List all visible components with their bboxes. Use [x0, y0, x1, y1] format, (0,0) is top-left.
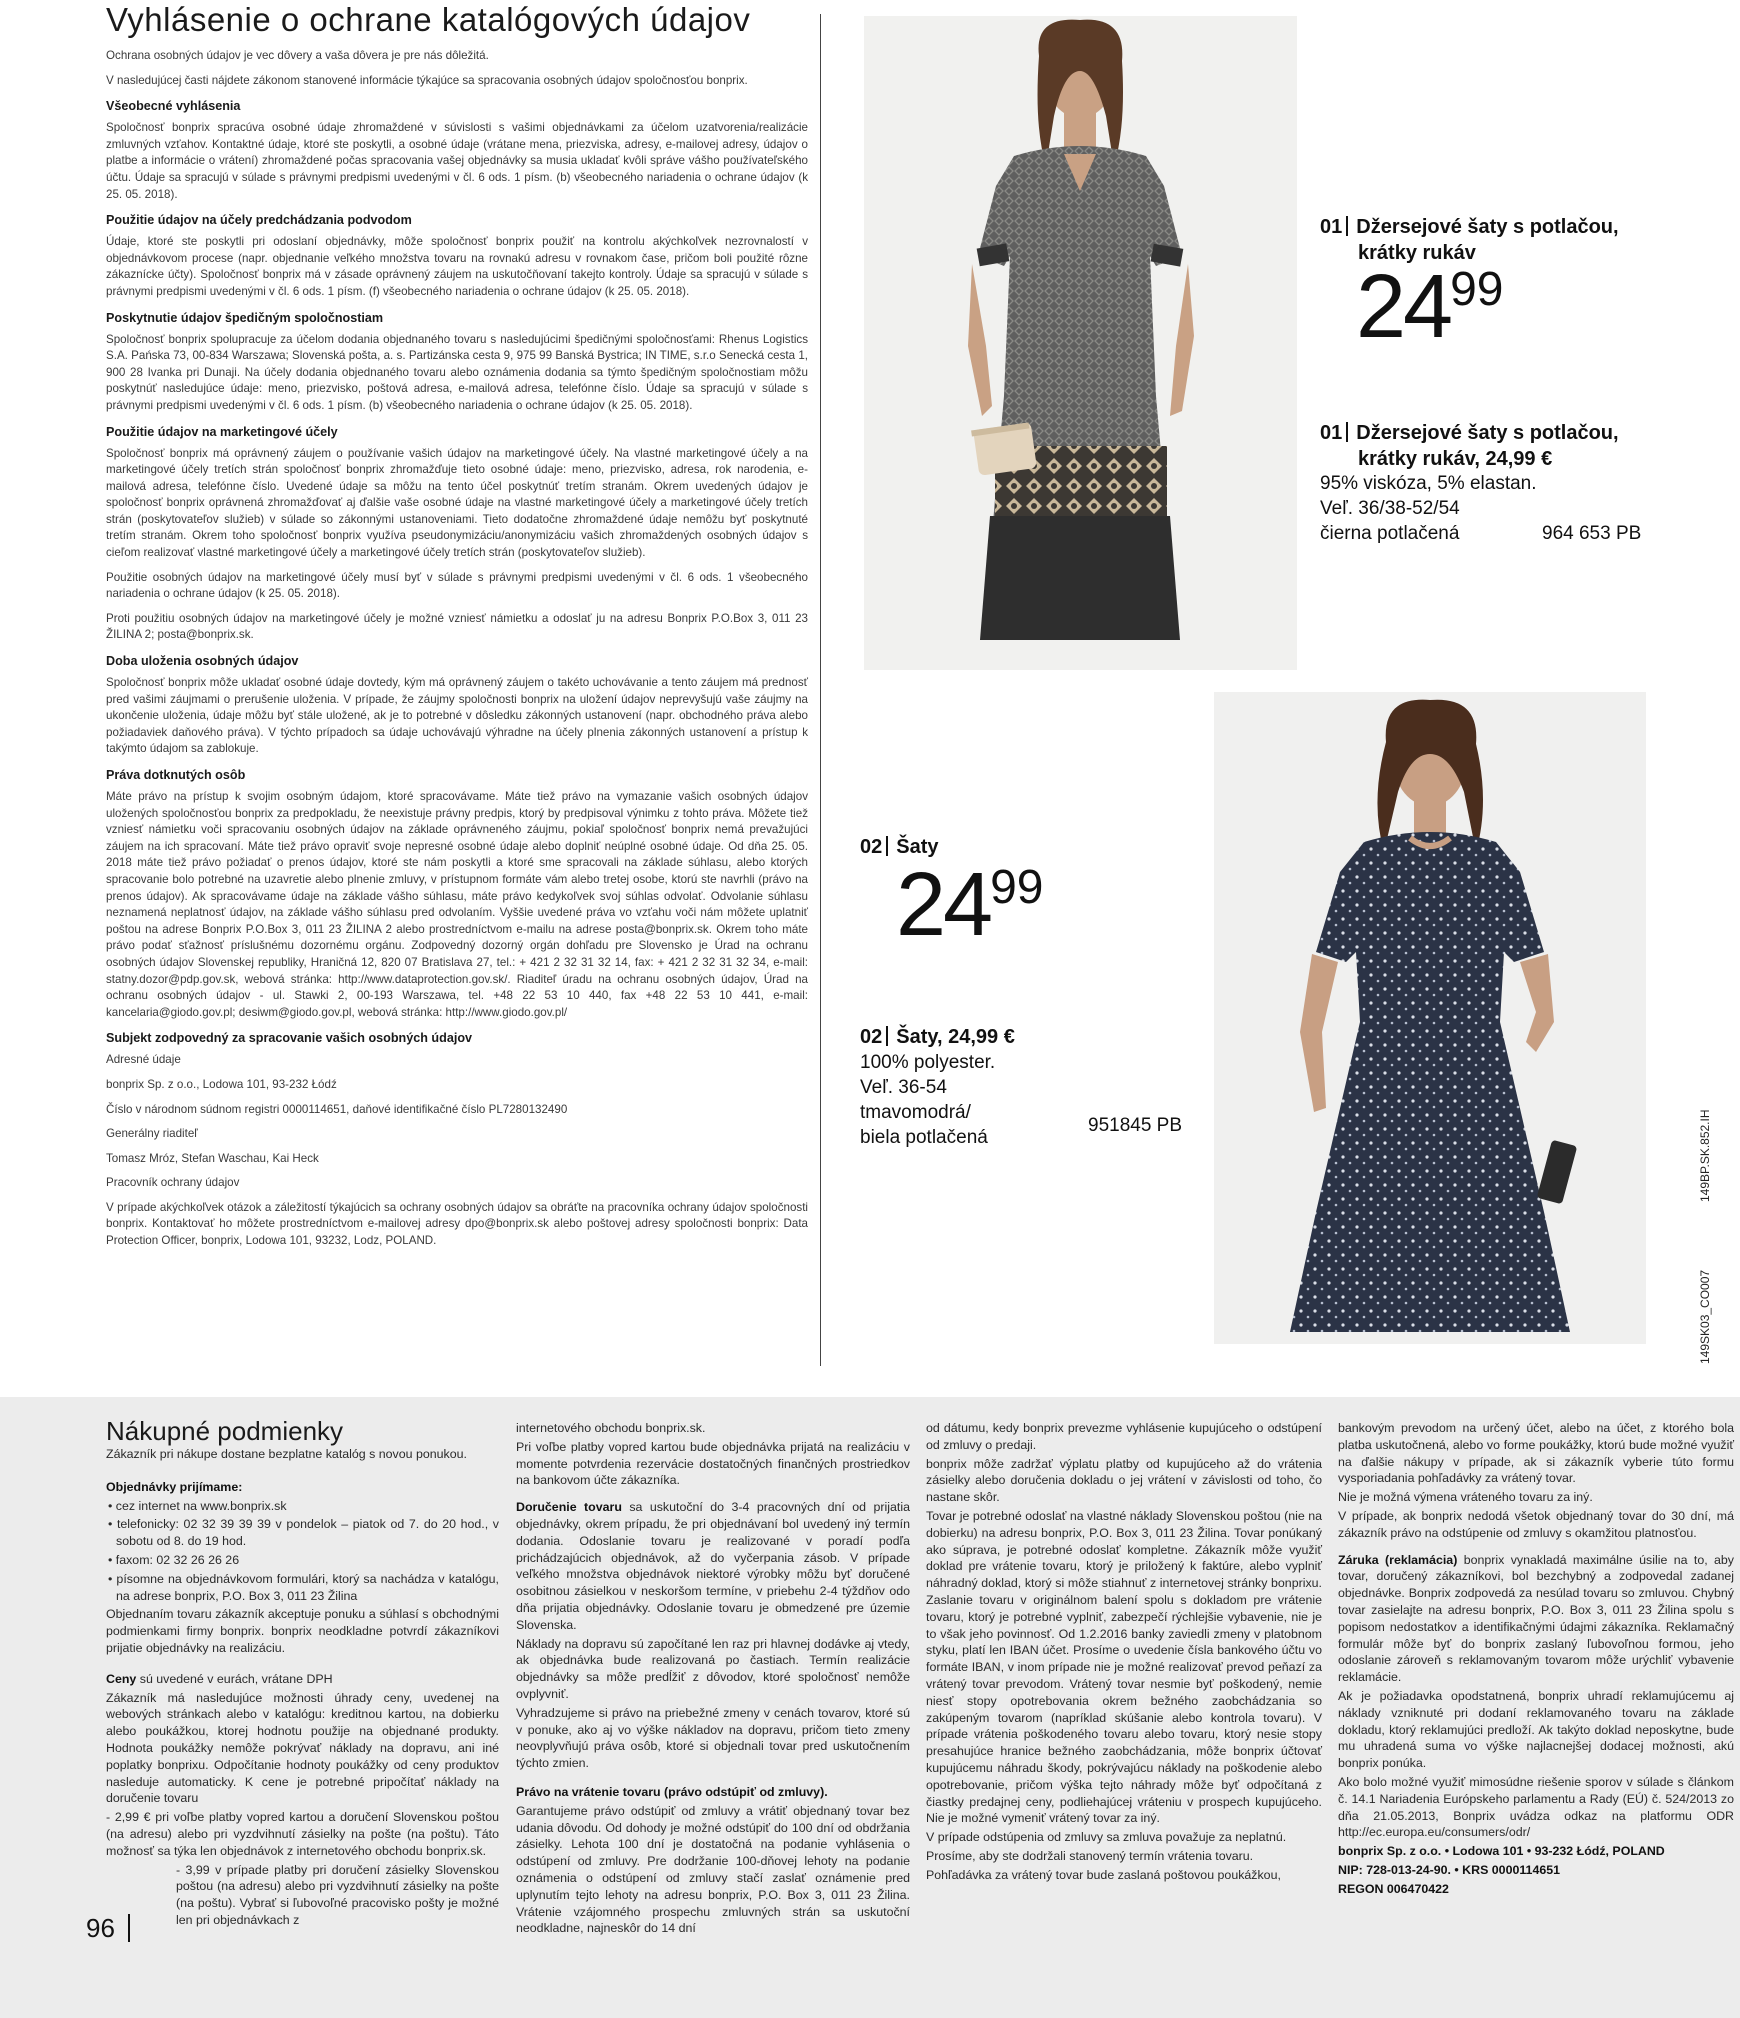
spacer: [106, 1465, 499, 1477]
product-2-sizes: Veľ. 36-54: [860, 1077, 947, 1098]
section-heading-general: Všeobecné vyhlásenia: [106, 99, 241, 114]
col3-text-4: V prípade odstúpenia od zmluvy sa zmluva považuje za neplatnú.: [926, 1830, 1287, 1845]
col2-text-1: internetového obchodu bonprix.sk.: [516, 1421, 706, 1435]
product-1-sizes: Veľ. 36/38-52/54: [1320, 498, 1460, 519]
page-number-bar: [128, 1914, 130, 1942]
section-text-marketing-3: Proti použitiu osobných údajov na marketingové účely je možné vzniesť námietku a odoslať ju na adresu Bonprix P.O.Box 3, 011 23 ŽILINA 2; posta@bonprix.sk.: [106, 611, 808, 642]
col4-text-1: bankovým prevodom na určený účet, alebo na účet, z ktorého bola platba uskutočnená, alebo vo forme poukážky, ktorú bude možné využiť na ďalšie nákupy v prípade, ak si zákazník vyberie túto formu vysporiadania pohľadávky za vrátený tovar.: [1338, 1421, 1734, 1486]
warranty-text: bonprix vynakladá maximálne úsilie na to, aby tovar, doručený zákazníkovi, bol bezchybný a zodpovedal zadanej objednávke. Bonprix zodpovedá za nesúlad tovaru so zmluvou. Chybný tovar zasielajte na adresu bonprix, P.O. Box 3, 011 23 Žilina spolu s popisom nedostatkov a identifikačnými údajmi zákazníka. Reklamačný formulár môže byť do bonprix zaslaný ľubovoľnou formou, jeho odoslanie zároveň s reklamovaným tovarom môže urýchliť vybavenie reklamácie.: [1338, 1552, 1734, 1685]
delivery-text-3: Vyhradzujeme si právo na priebežné zmeny v cenách tovarov, ktoré sú v ponuke, ako aj vo výške nákladov na dopravu, pričom tieto zmeny neovplyvňujú práva osôb, ktoré si objednali tovar pred uskutočnením týchto zmien.: [516, 1705, 910, 1771]
section-text-rights: Máte právo na prístup k svojim osobným údajom, ktoré spracovávame. Máte tiež právo na vymazanie vašich osobných údajov uložených spoločnosťou bonprix za predpokladu, že neexistuje právny predpis, ktorý by predpisoval výnimku z tohto práva. Môžete tiež vzniesť námietku voči spracovaniu osobných údajov na základe oprávneného záujmu, pokiaľ spoločnosť bonprix nemá prevažujúci záujem na ich spracovaní. Máte tiež právo opraviť svoje nepresné osobné údaje alebo doplniť neúplné osobné údaje. Od dňa 25. 05. 2018 máte tiež právo požiadať o prenos údajov, ktoré ste nám poskytli a ktoré sme spracovali na základe súhlasu, alebo ktorých spracovanie bolo potrebné na uzavretie alebo plnenie zmluvy, v prístupnom formáte vám alebo tretej osobe, ktorú ste navrhli (právo na prenos údajov). Ak spracovávame údaje na základe vášho súhlasu, máte právo kedykoľvek svoj súhlas odvolať. Odvolanie súhlasu neznamená neplatnosť údajov, na základe vášho súhlasu pred odvolaním. Vyššie uvedené práva vo vzťahu voči nám môžete uplatniť poštou na adrese Bonprix P.O.Box 3, 011 23 ŽILINA 2 alebo prostredníctvom e-mailu na adrese posta@bonprix.sk. Okrem toho máte právo podať sťažnosť príslušnému dozornému orgánu. Zodpovedný dozorný orgán dohľadu pre Slovensko je Úrad na ochranu osobných údajov Slovenskej republiky, Hraničná 12, 820 07 Bratislava 27, tel.: + 421 2 32 31 32 14, fax: + 421 2 32 31 32 34, e-mail: statny.dozor@pdp.gov.sk, webová stránka: http://www.dataprotection.gov.sk/. Riaditeľ úradu na ochranu osobných údajov, Úrad na ochranu osobných údajov - ul. Stawki 2, 00-193 Warszawa, tel. +48 22 53 10 440, fax +48 22 53 10 441, e-mail: kancelaria@giodo.gov.pl; desiwm@giodo.gov.pl, webová stránka: http://www.giodo.gov.pl/: [106, 790, 808, 1019]
controller-line-1: Adresné údaje: [106, 1053, 181, 1067]
product-1-photo: [864, 16, 1297, 670]
product-1-detail-number: 01: [1320, 422, 1343, 444]
product-2-detail-number: 02: [860, 1026, 883, 1048]
prices-text-3: - 2,99 € pri voľbe platby vopred kartou a doručení Slovenskou poštou (na adresu) alebo pri vyzdvihnutí zásielky na pošte (na poštu). Táto možnosť sa týka len objednávok z internetového obchodu bonprix.sk.: [106, 1810, 499, 1858]
col3-text-2: bonprix môže zadržať výplatu platby od kupujúceho až do vrátenia zásielky alebo doručenia dokladu o jej vrátení v závislosti od toho, čo nastane skôr.: [926, 1456, 1322, 1505]
side-code-2: 149BP.SK.852.IH: [1698, 1109, 1712, 1202]
section-text-marketing-2: Použitie osobných údajov na marketingové účely musí byť v súlade s právnymi predpismi uvedenými v čl. 6 ods. 1 všeobecného nariadenia o ochrane údajov (k 25. 05. 2018).: [106, 570, 808, 601]
section-text-general: Spoločnosť bonprix spracúva osobné údaje zhromaždené v súvislosti s vašimi objednávkami za účelom uzatvorenia/realizácie zmluvných vzťahov. Kontaktné údaje, ktoré ste poskytli, a osobné údaje (vrátane mena, priezviska, adresy, e-mailovej adresy, údajov o platbe a informácie o vrátení) zhromaždené počas spracovania vašej objednávky sa musia ukladať kvôli správe vášho používateľského účtu. Údaje sa spracujú v súlade s právnymi predpismi uvedenými v čl. 6 ods. 1 písm. (b) všeobecného nariadenia o ochrane údajov (k 25. 05. 2018).: [106, 121, 808, 201]
orders-title: Objednávky prijímame:: [106, 1479, 243, 1494]
controller-line-6: Pracovník ochrany údajov: [106, 1176, 240, 1190]
order-channel-fax: • faxom: 02 32 26 26 26: [108, 1552, 240, 1567]
number-separator: [1346, 216, 1348, 236]
controller-line-2: bonprix Sp. z o.o., Lodowa 101, 93-232 Łódź: [106, 1077, 337, 1091]
privacy-section: [106, 0, 808, 1258]
product-1-price-cents: 99: [1450, 263, 1504, 316]
col4-text-5: Ako bolo možné využiť mimosúdne riešenie sporov v súlade s článkom č. 14.1 Nariadenia Európskeho parlamentu a Rady (EÚ) č. 524/2013 zo dňa 21.05.2013, Bonprix uvádza odkaz na platformu ODR http://ec.europa.eu/consumers/odr/: [1338, 1774, 1734, 1840]
section-text-retention: Spoločnosť bonprix môže ukladať osobné údaje dovtedy, kým má oprávnený záujem o takéto uchovávanie a tento záujem má prednosť pred vašimi záujmami o prerušenie uloženia. V prípade, že záujmy spoločnosti bonprix na uložení údajov neprevyšujú vaše záujmy na ukončenie uloženia, údaje môžu byť stále uložené, ak je to potrebné v dôsledku zákonných ustanovení (napr. obchodného práva alebo požiadaviek daňového práva). V týchto prípadoch sa údaje uchovávajú výhradne na účely plnenia zákonných ustanovení a prístup k takýmto údajom sa zablokuje.: [106, 676, 808, 756]
terms-column-1: [106, 1416, 499, 1931]
product-1-price-euros: 24: [1356, 257, 1451, 357]
product-2-number: 02: [860, 836, 883, 858]
product-1-name-line2: krátky rukáv: [1358, 242, 1476, 264]
product-2-details: [860, 1050, 1200, 1150]
product-2-photo: [1214, 692, 1646, 1344]
delivery-text-1: sa uskutoční do 3-4 pracovných dní od prijatia objednávky, okrem prípadu, že pri objednávaní bol uvedený iný termín dodania. Odoslanie tovaru je realizované v poradí podľa prichádzajúcich objednávok, až do vyčerpania zásob. V prípade veľkého množstva objednávok niektoré výrobky môžu byť doručené osobitnou zásielkou v neskoršom termíne, v priebehu 2-4 týždňov odo dňa prijatia objednávky. Odoslanie tovaru je obmedzené pre územie Slovenska.: [516, 1500, 910, 1632]
product-2-color-line1: tmavomodrá/: [860, 1102, 971, 1123]
section-heading-shipping: Poskytnutie údajov špedičným spoločnostiam: [106, 310, 384, 325]
col3-text-6: Pohľadávka za vrátený tovar bude zaslaná poštovou poukážkou,: [926, 1867, 1281, 1882]
section-heading-fraud: Použitie údajov na účely predchádzania podvodom: [106, 213, 412, 228]
order-channel-phone: • telefonicky: 02 32 39 39 39 v pondelok – piatok od 7. do 20 hod., v sobotu od 8. do 19 hod.: [108, 1517, 499, 1549]
col4-text-4: Ak je požiadavka opodstatnená, bonprix uhradí reklamujúcemu aj náklady vzniknuté pri dodaní reklamovaného tovaru na základe dokladu, ktorý reklamujúci predloží. Ak takýto doklad neposkytne, bude mu uhradená suma vo výške najlacnejšej dodacej možnosti, akú bonprix ponúka.: [1338, 1688, 1734, 1771]
withdraw-text: Garantujeme právo odstúpiť od zmluvy a vrátiť objednaný tovar bez udania dôvodu. Od dohody je možné odstúpiť do 100 dní od obdržania zásielky. Lehota 100 dní je dostatočná na podanie vyhlásenia o odstúpení od zmluvy. Pre dodržanie 100-dňovej lehoty na podanie oznámenia o odstúpení od zmluvy stačí zaslať oznámenie pred uplynutím tejto lehoty na adresu bonprix, P.O. Box 3, 011 23 Žilina. Vrátenie vzájomného prospechu zmluvných strán sa uskutoční neodkladne, najneskôr do 14 dní: [516, 1803, 910, 1936]
controller-line-7: V prípade akýchkoľvek otázok a záležitostí týkajúcich sa ochrany osobných údajov sa obráťte na pracovníka ochrany údajov spoločnosti bonprix. Kontaktovať ho môžete prostredníctvom e-mailovej adresy dpo@bonprix.sk alebo poštovej adresy spoločnosti bonprix: Data Protection Officer, bonprix, Lodowa 101, 93232, Lodz, POLAND.: [106, 1200, 808, 1248]
company-line-1: bonprix Sp. z o.o. • Lodowa 101 • 93-232 Łódź, POLAND: [1338, 1844, 1665, 1859]
company-line-3: REGON 006470422: [1338, 1881, 1449, 1896]
prices-text-1: sú uvedené v eurách, vrátane DPH: [136, 1671, 333, 1686]
product-2-detail-name: Šaty, 24,99 €: [896, 1026, 1015, 1048]
order-channel-mail: • písomne na objednávkovom formulári, ktorý sa nachádza v katalógu, na adrese bonprix, P.O. Box 3, 011 23 Žilina: [108, 1571, 499, 1603]
col3-text-3: Tovar je potrebné odoslať na vlastné náklady Slovenskou poštou (nie na dobierku) na adresu bonprix, P.O. Box 3, 011 23 Žilina. Tovar ponúkaný ako súprava, je potrebné odoslať kompletne. Zákazník môže využiť doklad pre vrátenie tovaru, ktorý je priložený k faktúre, alebo vyplniť náhradný doklad, ktorý si môže stiahnuť z internetovej stránky bonprixu. Zaslanie tovaru v originálnom balení spolu s dokladom pre vrátenie tovaru, ktorý je potrebné vyplniť, zabezpečí rýchlejšie vybavenie, nie je to však jeho povinnosť. Od 1.2.2016 banky zaviedli zmeny v platobnom styku, platí len IBAN účet. Prosíme o uvedenie čísla bankového účtu vo formáte IBAN, v inom prípade nie je možné realizovať prevod peňazí za vrátený tovar prevodom. Vrátený tovar nesmie byť poškodený, nemie niesť stopy opotrebovania okrem bežného zaobchádzania so zakúpeným tovarom (napríklad skúšanie alebo kontrola tovaru). V prípade vrátenia poškodeného tovaru alebo tovaru, ktorý nesie stopy presahujúce hranice bežného zaobchádzania, môže bonprix účtovať kupujúcemu náhradu škody, pokrývajúcu náklady na poškodenie alebo opotrebovanie, pričom výška tejto náhrady môže byť odpočítaná z čiastky predajnej ceny, podliehajúcej vráteniu v prospech kupujúceho. Nie je možné vymeniť vrátený tovar za iný.: [926, 1508, 1322, 1826]
terms-column-3: [926, 1420, 1322, 1886]
page-number: 96: [86, 1913, 115, 1943]
section-text-marketing-1: Spoločnosť bonprix má oprávnený záujem o používanie vašich údajov na marketingové účely. Na vlastné marketingové účely a na marketingové účely tretích strán spoločnosť bonprix zhromažďuje tieto osobné údaje: meno, priezvisko, adresa, rok narodenia, e-mailová adresa, telefónne číslo. Uvedené údaje sa môžu na tento účel poskytnúť tretím stranám. Okrem uvedených údajov je spoločnosť bonprix oprávnená zhromažďovať aj ďalšie vaše osobné údaje na vlastné marketingové účely a marketingové účely tretích strán (poskytovateľov služieb) v súlade so zákonnými ustanoveniami. Tieto dodatočne zhromaždené údaje nemôžu byť poskytnuté tretím stranám. Okrem toho spoločnosť bonprix využíva pseudonymizáciu/anonymizáciu vašich zhromaždených osobných údajov s cieľom realizovať vlastné marketingové účely a marketingové účely tretích strán (poskytovateľov služieb).: [106, 446, 808, 560]
section-heading-marketing: Použitie údajov na marketingové účely: [106, 424, 338, 439]
product-1-material: 95% viskóza, 5% elastan.: [1320, 473, 1537, 494]
section-heading-retention: Doba uloženia osobných údajov: [106, 654, 299, 669]
number-separator: [886, 836, 888, 856]
product-2-price-cents: 99: [990, 861, 1044, 914]
col3-text-5: Prosíme, aby ste dodržali stanovený termín vrátenia tovaru.: [926, 1848, 1254, 1863]
col3-text-1: od dátumu, kedy bonprix prevezme vyhlásenie kupujúceho o odstúpení od zmluvy o predaji.: [926, 1421, 1322, 1452]
spacer: [1338, 1544, 1734, 1550]
number-separator: [1346, 422, 1348, 442]
product-2-color-row: [860, 1115, 1200, 1150]
product-2-price-euros: 24: [896, 855, 991, 955]
col4-text-3: V prípade, ak bonprix nedodá všetok objednaný tovar do 30 dní, má zákazník právo na odstúpenie od zmluvy s okamžitou platnosťou.: [1338, 1508, 1734, 1540]
product-1-color-row: [1320, 521, 1650, 546]
col2-text-2: Pri voľbe platby vopred kartou bude objednávka prijatá na realizáciu v momente potvrdenia rezervácie dostatočných finančných prostriedkov na bankovom účte zákazníka.: [516, 1439, 910, 1488]
prices-title: Ceny: [106, 1671, 137, 1686]
product-1-name: Džersejové šaty s potlačou,: [1356, 216, 1619, 238]
product-1-code: 964 653 PB: [1542, 523, 1642, 544]
product-2-material: 100% polyester.: [860, 1052, 996, 1073]
column-divider: [820, 14, 821, 1366]
product-1-detail-name: Džersejové šaty s potlačou,: [1356, 422, 1619, 444]
product-1-details: [1320, 471, 1650, 546]
company-line-2: NIP: 728-013-24-90. • KRS 0000114651: [1338, 1862, 1561, 1877]
spacer: [516, 1491, 910, 1497]
order-channel-internet: • cez internet na www.bonprix.sk: [108, 1498, 287, 1513]
terms-column-2: [516, 1420, 910, 1939]
controller-line-3: Číslo v národnom súdnom registri 0000114651, daňové identifikačné číslo PL7280132490: [106, 1102, 568, 1116]
section-text-fraud: Údaje, ktoré ste poskytli pri odoslaní objednávky, môže spoločnosť bonprix použiť na kontrolu akýchkoľvek nezrovnalostí v objednávkovom procese (napr. objednanie veľkého množstva tovaru na rovnakú adresu v rovnakom čase, pričom boli použité rôzne zákaznícke účty). Spoločnosť bonprix má v zásade oprávnený záujem na uskutočňovaní takejto kontroly. Údaje sa spracujú v súlade s právnymi predpismi uvedenými v čl. 6 ods. 1 písm. (f) všeobecného nariadenia o ochrane údajov (k 25. 05. 2018).: [106, 235, 808, 298]
prices-text-2: Zákazník má nasledujúce možnosti úhrady ceny, uvedenej na webových stránkach alebo v katalógu: kreditnou kartou, na dobierku alebo poukážkou, ktorej hodnotu použije na objednané produkty. Hodnota poukážky nemôže pokrývať náklady na dopravu, ani iné poplatky bonprixu. Odpočítanie hodnoty poukážky od ceny produktov nasleduje automaticky. K cene je potrebné pripočítať náklady na doručenie tovaru: [106, 1690, 499, 1806]
terms-column-4: [1338, 1420, 1734, 1900]
product-2-name: Šaty: [896, 836, 939, 858]
side-code-1: 149SK03_CO007: [1698, 1269, 1712, 1364]
product-1-detail-headline: [1320, 420, 1720, 472]
controller-line-4: Generálny riaditeľ: [106, 1127, 198, 1141]
withdraw-title: Právo na vrátenie tovaru (právo odstúpiť od zmluvy).: [516, 1784, 828, 1799]
product-1-price: [1356, 257, 1504, 357]
section-heading-controller: Subjekt zodpovedný za spracovanie vašich osobných údajov: [106, 1031, 473, 1046]
delivery-text-2: Náklady na dopravu sú započítané len raz pri hlavnej dodávke aj vtedy, ak objednávka bude realizovaná po častiach. Termín realizácie objednávky sa môže predĺžiť z dôvodov, ktoré spoločnosť nemôže ovplyvniť.: [516, 1636, 910, 1701]
privacy-title: Vyhlásenie o ochrane katalógových údajov: [106, 1, 751, 38]
privacy-intro-1: Ochrana osobných údajov je vec dôvery a vaša dôvera je pre nás dôležitá.: [106, 49, 489, 62]
privacy-intro-2: V nasledujúcej časti nájdete zákonom stanovené informácie týkajúce sa spracovania osobných údajov spoločnosťou bonprix.: [106, 73, 748, 87]
section-text-shipping: Spoločnosť bonprix spolupracuje za účelom dodania objednaného tovaru s nasledujúcimi špedičnými spoločnosťami: Rhenus Logistics S.A. Pańska 73, 00-834 Warszawa; Slovenská pošta, a. s. Partizánska cesta 9, 975 99 Banská Bystrica; IN TIME, s.r.o Senecká cesta 1, 900 28 Ivanka pri Dunaji. Na účely dodania objednaného tovaru alebo oznámenia dodania sa týmto špedičným spoločnostiam môžu poskytnúť nasledujúce údaje: meno, priezvisko, poštová adresa, e-mailová adresa, telefónne číslo. Údaje sa spracujú v súlade s právnymi predpismi uvedenými v čl. 6 ods. 1 písm. (b) všeobecného nariadenia o ochrane údajov (k 25. 05. 2018).: [106, 332, 808, 412]
terms-title: Nákupné podmienky: [106, 1416, 344, 1446]
delivery-title: Doručenie tovaru: [516, 1500, 622, 1515]
number-separator: [886, 1026, 888, 1046]
section-heading-rights: Práva dotknutých osôb: [106, 768, 246, 782]
col4-text-2: Nie je možná výmena vráteného tovaru za iný.: [1338, 1490, 1593, 1505]
warranty-title: Záruka (reklamácia): [1338, 1552, 1458, 1567]
terms-subtitle: Zákazník pri nákupe dostane bezplatne katalóg s novou ponukou.: [106, 1447, 467, 1461]
product-2-code: 951845 PB: [1088, 1115, 1183, 1136]
orders-text: Objednaním tovaru zákazník akceptuje ponuku a súhlasí s obchodnými podmienkami firmy bonprix. bonprix neodkladne potvrdí zákazníkovi prijatie objednávky na realizáciu.: [106, 1607, 499, 1655]
product-1-number: 01: [1320, 216, 1343, 238]
prices-text-4: - 3,99 v prípade platby pri doručení zásielky Slovenskou poštou (na adresu) alebo pri vyzdvihnutí zásielky na pošte (na poštu). Vybrať si ľubovoľné pracovisko pošty je možné len pri objednávkach z: [176, 1862, 499, 1927]
product-2-detail-headline: [860, 1024, 1180, 1050]
product-1-detail-price: krátky rukáv, 24,99 €: [1358, 448, 1553, 470]
controller-line-5: Tomasz Mróz, Stefan Waschau, Kai Heck: [106, 1151, 319, 1165]
spacer: [106, 1659, 499, 1669]
product-2-price: [896, 855, 1044, 955]
product-2-color-line2: biela potlačená: [860, 1127, 988, 1148]
product-1-color: čierna potlačená: [1320, 523, 1460, 544]
spacer: [516, 1774, 910, 1782]
